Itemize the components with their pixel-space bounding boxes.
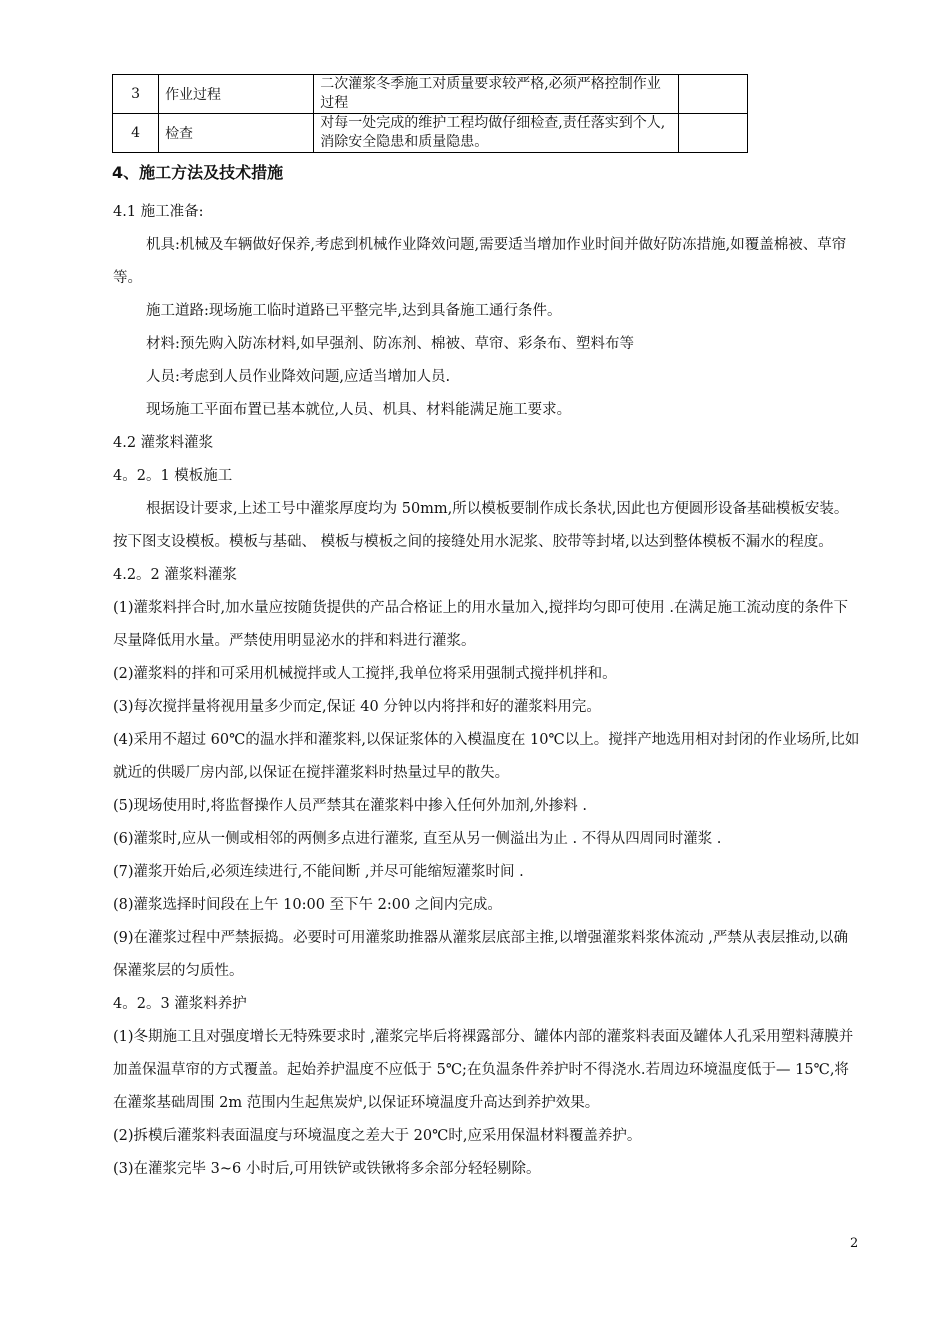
row-number: 3 (113, 75, 159, 114)
heading-4-2-1: 4。2。1 模板施工 (113, 468, 233, 484)
paragraph-materials: 材料:预先购入防冻材料,如早强剂、防冻剂、棉被、草帘、彩条布、塑料布等 (146, 336, 634, 352)
paragraph-road: 施工道路:现场施工临时道路已平整完毕,达到具备施工通行条件。 (146, 303, 562, 319)
heading-4-2-2: 4.2。2 灌浆料灌浆 (113, 567, 237, 583)
work-table (112, 74, 748, 153)
row-item: 作业过程 (159, 75, 314, 114)
row-description: 二次灌浆冬季施工对质量要求较严格,必须严格控制作业过程 (314, 75, 679, 114)
table-row (113, 114, 748, 153)
list-item: (8)灌浆选择时间段在上午 10:00 至下午 2:00 之间内完成。 (113, 897, 502, 913)
list-item: (1)灌浆料拌合时,加水量应按随货提供的产品合格证上的用水量加入,搅拌均匀即可使用 .在满足施工流动度的条件下尽量降低用水量。严禁使用明显泌水的拌和料进行灌浆。 (113, 600, 848, 649)
document-body (113, 196, 861, 1186)
list-item: (2)拆模后灌浆料表面温度与环境温度之差大于 20℃时,应采用保温材料覆盖养护。 (113, 1128, 642, 1144)
row-description: 对每一处完成的维护工程均做仔细检查,责任落实到个人,消除安全隐患和质量隐患。 (314, 114, 679, 153)
page-number: 2 (850, 1236, 859, 1251)
paragraph-formwork: 根据设计要求,上述工号中灌浆厚度均为 50mm,所以模板要制作成长条状,因此也方便圆形设备基础模板安装。按下图支设模板。模板与基础、 模板与模板之间的接缝处用水泥浆、胶带等封堵,以达到整体模板不漏水的程度。 (113, 501, 849, 550)
list-item: (4)采用不超过 60℃的温水拌和灌浆料,以保证浆体的入模温度在 10℃以上。搅拌产地选用相对封闭的作业场所,比如就近的供暖厂房内部,以保证在搅拌灌浆料时热量过早的散失。 (113, 732, 860, 781)
paragraph-machinery: 机具:机械及车辆做好保养,考虑到机械作业降效问题,需要适当增加作业时间并做好防冻措施,如覆盖棉被、草帘等。 (113, 237, 847, 286)
row-item: 检查 (159, 114, 314, 153)
row-number: 4 (113, 114, 159, 153)
row-note (678, 114, 747, 153)
heading-4-2: 4.2 灌浆料灌浆 (113, 435, 214, 451)
list-item: (9)在灌浆过程中严禁振捣。必要时可用灌浆助推器从灌浆层底部主推,以增强灌浆料浆体流动 ,严禁从表层推动,以确保灌浆层的匀质性。 (113, 930, 848, 979)
list-item: (1)冬期施工且对强度增长无特殊要求时 ,灌浆完毕后将裸露部分、罐体内部的灌浆料表面及罐体人孔采用塑料薄膜并加盖保温草帘的方式覆盖。起始养护温度不应低于 5℃;在负温条件养护时不得浇水.若周边环境温度低于— 15℃,将在灌浆基础周围 2m 范围内生起焦炭炉,以保证环境温度升高达到养护效果。 (113, 1029, 854, 1111)
list-item: (2)灌浆料的拌和可采用机械搅拌或人工搅拌,我单位将采用强制式搅拌机拌和。 (113, 666, 617, 682)
row-note (678, 75, 747, 114)
list-item: (6)灌浆时,应从一侧或相邻的两侧多点进行灌浆, 直至从另一侧溢出为止 . 不得从四周同时灌浆 . (113, 831, 722, 847)
heading-4-1: 4.1 施工准备: (113, 204, 204, 220)
list-item: (7)灌浆开始后,必须连续进行,不能间断 ,并尽可能缩短灌浆时间 . (113, 864, 524, 880)
list-item: (3)每次搅拌量将视用量多少而定,保证 40 分钟以内将拌和好的灌浆料用完。 (113, 699, 601, 715)
paragraph-layout: 现场施工平面布置已基本就位,人员、机具、材料能满足施工要求。 (146, 402, 572, 418)
section-title: 4、施工方法及技术措施 (112, 163, 284, 182)
list-item: (5)现场使用时,将监督操作人员严禁其在灌浆料中掺入任何外加剂,外掺料 . (113, 798, 587, 814)
table-row (113, 75, 748, 114)
list-item: (3)在灌浆完毕 3~6 小时后,可用铁铲或铁锹将多余部分轻轻剔除。 (113, 1161, 541, 1177)
paragraph-personnel: 人员:考虑到人员作业降效问题,应适当增加人员. (146, 369, 451, 385)
heading-4-2-3: 4。2。3 灌浆料养护 (113, 996, 247, 1012)
